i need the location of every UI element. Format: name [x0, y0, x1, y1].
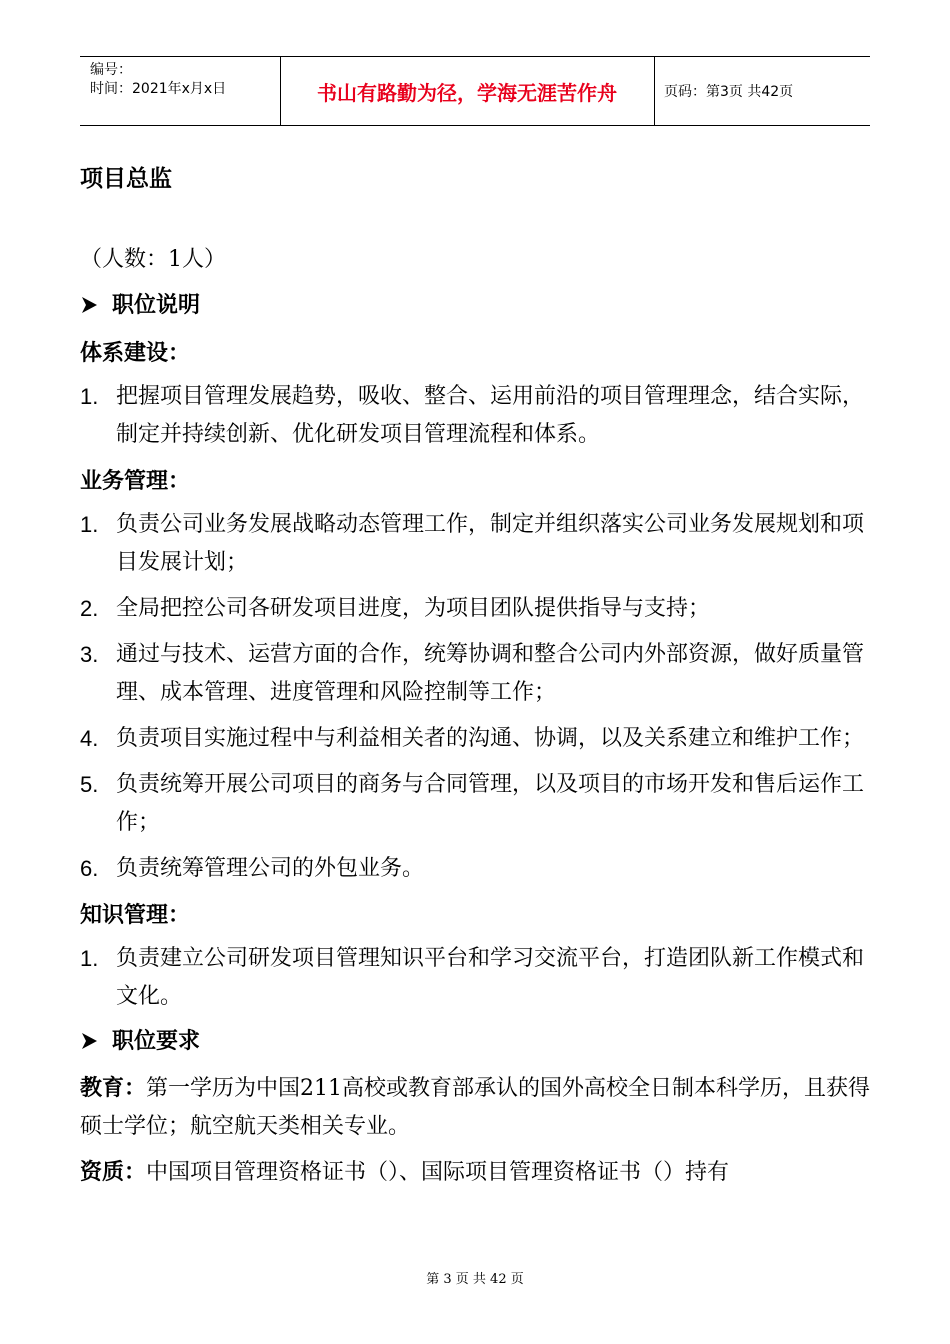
list-item [80, 766, 870, 842]
list-item [80, 720, 870, 758]
list-item-text: 负责建立公司研发项目管理知识平台和学习交流平台，打造团队新工作模式和文化。 [116, 946, 865, 1009]
list-item-number: 1. [80, 384, 99, 409]
serial-label: 编号： [90, 62, 132, 78]
page-title: 项目总监 [80, 166, 172, 192]
list-item-number: 4. [80, 726, 99, 751]
qualification-label: 资质： [80, 1160, 147, 1185]
arrow-bullet-icon [80, 1024, 112, 1060]
list-item [80, 378, 870, 454]
qualification-requirement [80, 1154, 870, 1192]
arrow-bullet-icon [80, 288, 112, 324]
header-page-info: 页码：第3页 共42页 [664, 84, 794, 100]
list-item-text: 全局把控公司各研发项目进度，为项目团队提供指导与支持； [116, 596, 711, 621]
list-item [80, 940, 870, 1016]
list-item-number: 5. [80, 772, 99, 797]
subsection-title-business: 业务管理： [80, 469, 191, 494]
section-heading-label: 职位说明 [112, 293, 201, 318]
list-item-text: 负责统筹管理公司的外包业务。 [116, 856, 425, 881]
header-divider [654, 57, 655, 125]
list-item-text: 负责统筹开展公司项目的商务与合同管理，以及项目的市场开发和售后运作工作； [116, 772, 865, 835]
list-item-text: 通过与技术、运营方面的合作，统筹协调和整合公司内外部资源，做好质量管理、成本管理、进度管理和风险控制等工作； [116, 642, 865, 705]
list-item [80, 636, 870, 712]
date-label: 时间：2021年x月x日 [90, 81, 227, 97]
page-footer: 第 3 页 共 42 页 [426, 1272, 524, 1287]
education-label: 教育： [80, 1076, 147, 1101]
section-heading-requirements [80, 1024, 870, 1070]
subsection-title-knowledge: 知识管理： [80, 903, 191, 928]
list-item-number: 1. [80, 946, 99, 971]
list-item-number: 2. [80, 596, 99, 621]
document-header [80, 56, 870, 126]
list-item-text: 负责项目实施过程中与利益相关者的沟通、协调，以及关系建立和维护工作； [116, 726, 865, 751]
education-text: 第一学历为中国211高校或教育部承认的国外高校全日制本科学历，且获得硕士学位；航空航天类相关专业。 [80, 1076, 871, 1139]
list-item-number: 6. [80, 856, 99, 881]
list-item-text: 把握项目管理发展趋势，吸收、整合、运用前沿的项目管理理念，结合实际，制定并持续创新、优化研发项目管理流程和体系。 [116, 384, 865, 447]
list-item-number: 3. [80, 642, 99, 667]
list-item [80, 590, 870, 628]
qualification-text: 中国项目管理资格证书（）、国际项目管理资格证书（）持有 [146, 1160, 730, 1185]
headcount: （人数：1人） [80, 247, 226, 272]
section-heading-duties [80, 288, 870, 334]
list-item [80, 506, 870, 582]
list-item-number: 1. [80, 512, 99, 537]
subsection-title-system: 体系建设： [80, 341, 191, 366]
header-motto: 书山有路勤为径，学海无涯苦作舟 [317, 80, 617, 105]
list-item-text: 负责公司业务发展战略动态管理工作，制定并组织落实公司业务发展规划和项目发展计划； [116, 512, 865, 575]
section-heading-label: 职位要求 [112, 1029, 201, 1054]
list-item [80, 850, 870, 888]
main-content [80, 288, 870, 1200]
education-requirement [80, 1070, 870, 1146]
header-meta [90, 61, 226, 99]
